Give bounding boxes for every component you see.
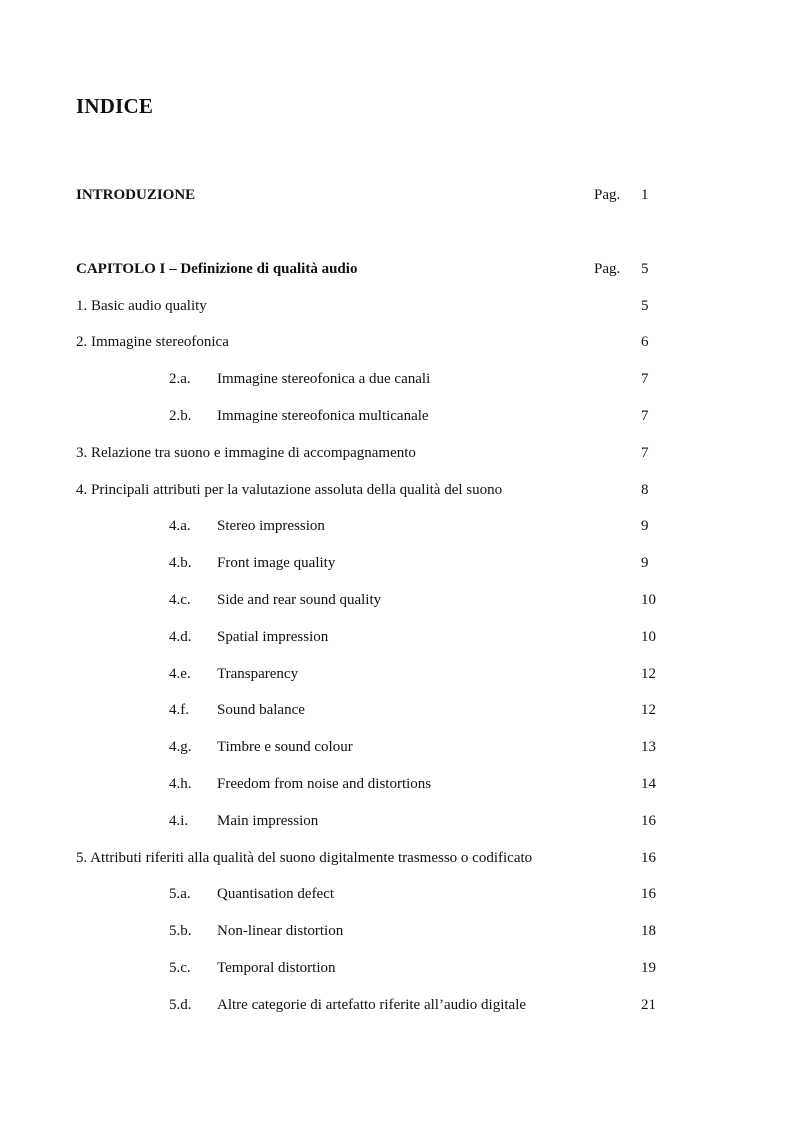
toc-subentry-number: 4.d.: [169, 629, 192, 645]
toc-entry-page: 16: [641, 886, 656, 902]
toc-subentry-number: 4.h.: [169, 776, 192, 792]
toc-subentry: [76, 883, 676, 905]
toc-entry-page: 7: [641, 371, 649, 387]
toc-subentry-number: 4.i.: [169, 813, 189, 829]
toc-entry-page: 7: [641, 408, 649, 424]
toc-entry-label: 3. Relazione tra suono e immagine di accompagnamento: [76, 445, 416, 461]
toc-entry-label: 2. Immagine stereofonica: [76, 334, 229, 350]
toc-entry-page: 18: [641, 923, 656, 939]
toc-subentry-label: Side and rear sound quality: [217, 592, 382, 608]
toc-subentry-label: Front image quality: [217, 555, 336, 571]
toc-entry-page: 9: [641, 518, 649, 534]
toc-subentry: [76, 552, 676, 574]
toc-entry-page: 19: [641, 960, 656, 976]
toc-subentry-number: 2.a.: [169, 371, 191, 387]
toc-subentry-label: Quantisation defect: [217, 886, 335, 902]
toc-subentry-number: 5.a.: [169, 886, 191, 902]
toc-subentry-number: 5.d.: [169, 997, 192, 1013]
toc-entry-page: 1: [641, 187, 649, 203]
toc-subentry-label: Main impression: [217, 813, 319, 829]
toc-entry-page: 16: [641, 850, 656, 866]
toc-subentry-number: 4.c.: [169, 592, 191, 608]
toc-entry-page: 8: [641, 482, 649, 498]
toc-subentry: [76, 773, 676, 795]
toc-entry-page: 5: [641, 261, 649, 277]
toc-subentry-label: Freedom from noise and distortions: [217, 776, 432, 792]
toc-entry-label: 1. Basic audio quality: [76, 298, 207, 314]
toc-subentry-label: Sound balance: [217, 702, 305, 718]
toc-subentry: [76, 994, 676, 1016]
toc-subentry-label: Immagine stereofonica a due canali: [217, 371, 431, 387]
toc-entry-page: 10: [641, 629, 656, 645]
toc-entry-page: 12: [641, 666, 656, 682]
toc-subentry: [76, 957, 676, 979]
toc-subentry-number: 5.b.: [169, 923, 192, 939]
toc-subentry-label: Timbre e sound colour: [217, 739, 353, 755]
toc-entry-label: INTRODUZIONE: [76, 187, 196, 203]
toc-subentry-label: Spatial impression: [217, 629, 329, 645]
toc-subentry: [76, 736, 676, 758]
toc-entry-label: 5. Attributi riferiti alla qualità del suono digitalmente trasmesso o codificato: [76, 850, 533, 866]
toc-subentry: [76, 368, 676, 390]
toc-entry-page: 6: [641, 334, 649, 350]
toc-entry: [76, 479, 676, 501]
toc-entry-page: 16: [641, 813, 656, 829]
toc-entry-page: 5: [641, 298, 649, 314]
toc-subentry-number: 4.b.: [169, 555, 192, 571]
toc-entry-page: 14: [641, 776, 656, 792]
toc-entry-page: 10: [641, 592, 656, 608]
toc-subentry-number: 5.c.: [169, 960, 191, 976]
toc-subentry: [76, 663, 676, 685]
toc-entry-page: 12: [641, 702, 656, 718]
toc-subentry-label: Immagine stereofonica multicanale: [217, 408, 429, 424]
toc-subentry-label: Altre categorie di artefatto riferite all’audio digitale: [217, 997, 527, 1013]
toc-entry-page: 21: [641, 997, 656, 1013]
toc-subentry: [76, 699, 676, 721]
toc-subentry: [76, 589, 676, 611]
toc-subentry: [76, 810, 676, 832]
toc-entry: [76, 847, 676, 869]
toc-entry: [76, 331, 676, 353]
toc-entry: [76, 295, 676, 317]
toc-entry-page: 7: [641, 445, 649, 461]
toc-subentry-number: 4.g.: [169, 739, 192, 755]
toc-entry-pag: Pag.: [594, 261, 621, 277]
toc-subentry-label: Non-linear distortion: [217, 923, 344, 939]
toc-subentry: [76, 626, 676, 648]
toc-entry-label: CAPITOLO I – Definizione di qualità audio: [76, 261, 358, 277]
toc-subentry: [76, 405, 676, 427]
toc-subentry-label: Stereo impression: [217, 518, 325, 534]
toc-entry: [76, 442, 676, 464]
toc-subentry: [76, 920, 676, 942]
toc-entry-capitolo-1: [76, 258, 676, 280]
toc-subentry-number: 4.a.: [169, 518, 191, 534]
toc-subentry-label: Temporal distortion: [217, 960, 336, 976]
page-title: INDICE: [76, 94, 154, 118]
toc-subentry-label: Transparency: [217, 666, 299, 682]
toc-entry-label: 4. Principali attributi per la valutazione assoluta della qualità del suono: [76, 482, 503, 498]
toc-subentry-number: 2.b.: [169, 408, 192, 424]
toc-subentry: [76, 515, 676, 537]
toc-entry-page: 9: [641, 555, 649, 571]
toc-entry-introduzione: [76, 184, 676, 206]
toc-subentry-number: 4.f.: [169, 702, 189, 718]
toc-entry-page: 13: [641, 739, 656, 755]
toc-entry-pag: Pag.: [594, 187, 621, 203]
toc-subentry-number: 4.e.: [169, 666, 191, 682]
